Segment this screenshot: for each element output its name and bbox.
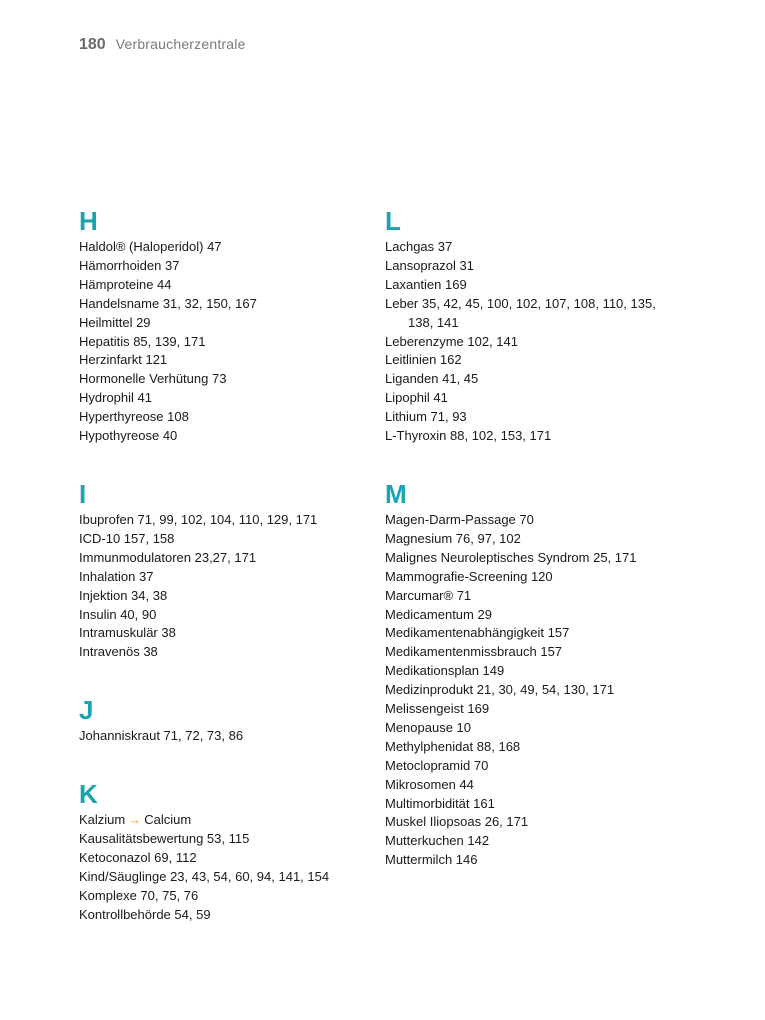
entry-text: Leber 35, 42, 45, 100, 102, 107, 108, 110, 135, (385, 295, 656, 311)
index-entry: Medikamentenmissbrauch 157 (385, 644, 563, 660)
index-entry: Kind/Säuglinge 23, 43, 54, 60, 94, 141, 154 (79, 868, 330, 884)
index-entry: Kontrollbehörde 54, 59 (79, 906, 211, 922)
index-entry: Intramuskulär 38 (79, 625, 176, 641)
index-entry: Laxantien 169 (385, 276, 467, 292)
entries-j (79, 727, 379, 746)
index-entry: ICD-10 157, 158 (79, 530, 175, 546)
section-letter-j: J (79, 695, 94, 726)
index-entry: Intravenös 38 (79, 644, 158, 660)
publisher-name: Verbraucherzentrale (115, 36, 246, 52)
index-entry: Ibuprofen 71, 99, 102, 104, 110, 129, 171 (79, 511, 318, 527)
index-entry: Lipophil 41 (385, 390, 448, 406)
index-entry: Hepatitis 85, 139, 171 (79, 333, 206, 349)
index-entry: Insulin 40, 90 (79, 606, 157, 622)
section-letter-h: H (79, 206, 98, 236)
index-entry: Hämorrhoiden 37 (79, 257, 180, 273)
index-entry: Hyperthyreose 108 (79, 409, 189, 425)
index-entry: Magnesium 76, 97, 102 (385, 530, 521, 546)
index-entry: Lachgas 37 (385, 239, 453, 254)
entries-h (79, 238, 379, 446)
index-entry: Muskel Iliopsoas 26, 171 (385, 814, 529, 830)
index-entry: Muttermilch 146 (385, 852, 478, 868)
entries-m (385, 511, 685, 870)
index-entry: Ketoconazol 69, 112 (79, 849, 197, 865)
index-entry: Magen-Darm-Passage 70 (385, 511, 534, 527)
page-number: 180 (79, 36, 106, 53)
index-entry: Medikamentenabhängigkeit 157 (385, 625, 570, 641)
cross-ref-to: Calcium (144, 812, 192, 828)
index-entry: Immunmodulatoren 23,27, 171 (79, 549, 257, 565)
index-section-h (79, 206, 379, 446)
index-entry: Inhalation 37 (79, 568, 154, 584)
running-header (79, 36, 246, 54)
index-section-j (79, 695, 379, 746)
index-section-k (79, 779, 379, 924)
entries-i (79, 511, 379, 662)
index-entry: Johanniskraut 71, 72, 73, 86 (79, 728, 244, 744)
index-entry: Herzinfarkt 121 (79, 352, 168, 368)
arrow-right-icon: → (128, 812, 142, 828)
index-column-right (385, 206, 685, 903)
index-entry: Injektion 34, 38 (79, 587, 168, 603)
index-entry: Handelsname 31, 32, 150, 167 (79, 295, 257, 311)
index-entry: Leitlinien 162 (385, 352, 462, 368)
index-entry: Medicamentum 29 (385, 606, 492, 622)
index-column-left (79, 206, 379, 958)
index-entry: Liganden 41, 45 (385, 371, 479, 387)
index-entry: Leberenzyme 102, 141 (385, 333, 518, 349)
index-entry: Multimorbidität 161 (385, 795, 495, 811)
index-entry: Methylphenidat 88, 168 (385, 738, 521, 754)
index-entry: Hypothyreose 40 (79, 428, 178, 444)
index-entry-leber (385, 295, 685, 333)
index-entry: Melissengeist 169 (385, 701, 490, 717)
index-entry: Hämproteine 44 (79, 276, 172, 292)
index-entry: Lithium 71, 93 (385, 409, 467, 425)
section-letter-l: L (385, 206, 401, 236)
index-entry: Medizinprodukt 21, 30, 49, 54, 130, 171 (385, 682, 615, 698)
index-entry: Medikationsplan 149 (385, 663, 505, 679)
cross-ref-from: Kalzium (79, 812, 126, 828)
index-entry: Menopause 10 (385, 719, 472, 735)
index-entry: Marcumar® 71 (385, 587, 472, 603)
index-entry: Hormonelle Verhütung 73 (79, 371, 227, 387)
entries-l (385, 238, 685, 446)
index-section-i (79, 479, 379, 662)
index-entry: Mikrosomen 44 (385, 776, 474, 792)
section-letter-m: M (385, 478, 407, 509)
index-entry: Haldol® (Haloperidol) 47 (79, 239, 222, 254)
index-section-m (385, 479, 685, 870)
index-entry: Mammografie-Screening 120 (385, 568, 553, 584)
index-entry: Heilmittel 29 (79, 314, 151, 330)
entry-continuation: 138, 141 (408, 314, 459, 330)
index-section-l (385, 206, 685, 446)
section-letter-k: K (79, 779, 98, 810)
index-entry: Mutterkuchen 142 (385, 833, 490, 849)
index-entry: Kausalitätsbewertung 53, 115 (79, 831, 250, 847)
index-entry: Lansoprazol 31 (385, 257, 474, 273)
index-entry: Hydrophil 41 (79, 390, 152, 406)
index-entry: L-Thyroxin 88, 102, 153, 171 (385, 428, 552, 444)
index-entry: Malignes Neuroleptisches Syndrom 25, 171 (385, 549, 637, 565)
index-entry-cross-reference (79, 811, 379, 830)
index-entry: Metoclopramid 70 (385, 757, 489, 773)
section-letter-i: I (79, 478, 87, 509)
entries-k (79, 811, 379, 924)
index-entry: Komplexe 70, 75, 76 (79, 887, 199, 903)
